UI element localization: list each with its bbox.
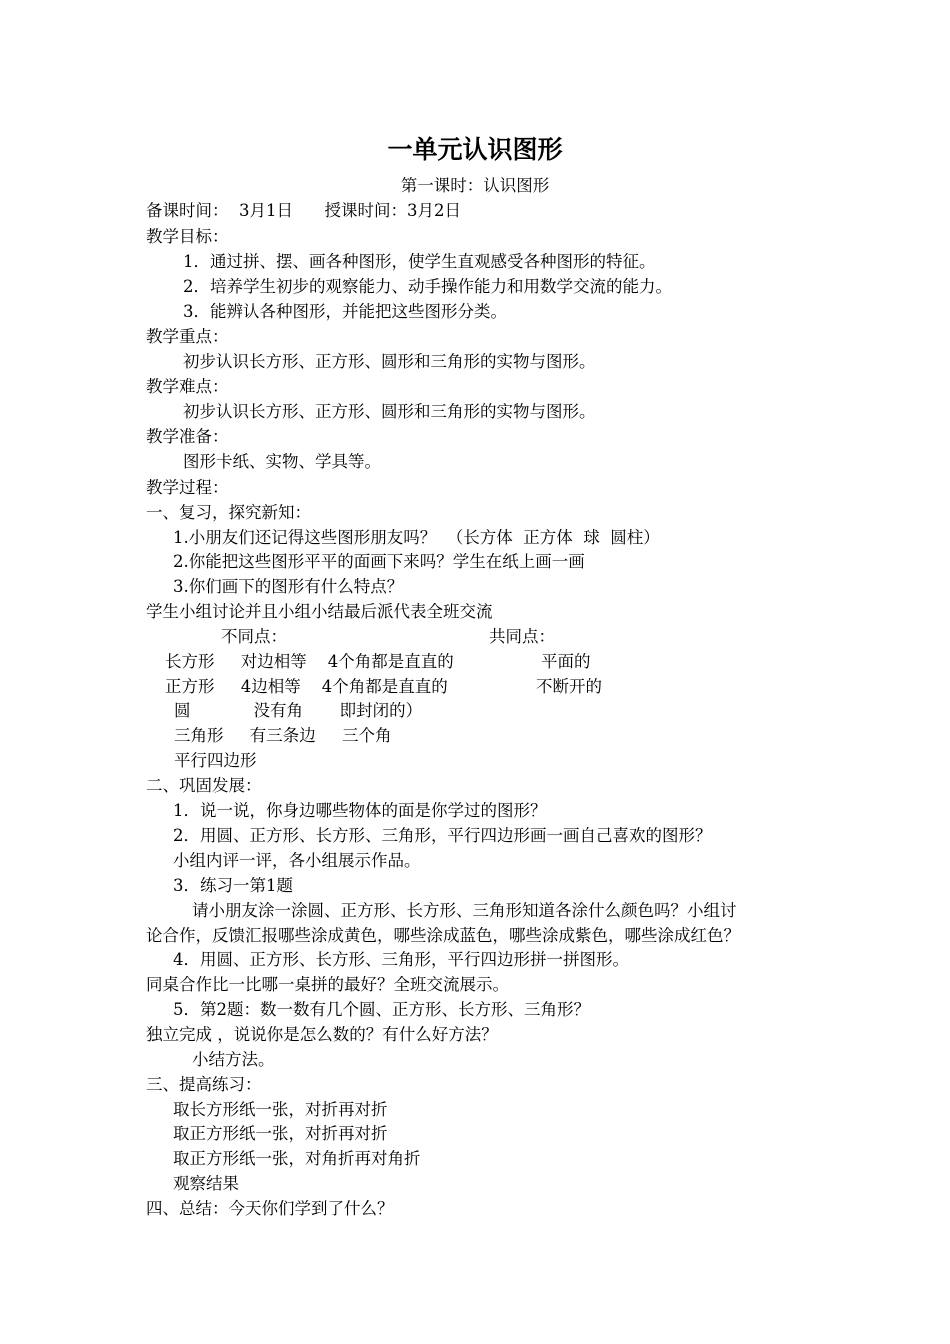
practice-item: 小组内评一评，各小组展示作品。 [173,851,421,870]
shape-row-common: 不断开的 [536,677,602,696]
schedule-line: 备课时间： 3月1日 授课时间：3月2日 [146,201,461,220]
objective-item: 3．能辨认各种图形，并能把这些图形分类。 [183,302,507,321]
exercise-item: 取正方形纸一张，对角折再对角折 [173,1149,421,1168]
shape-row: 平行四边形 [174,751,257,770]
part-heading: 一、复习，探究新知： [146,503,311,522]
objective-item: 2．培养学生初步的观察能力、动手操作能力和用数学交流的能力。 [183,277,672,296]
exercise-item: 取长方形纸一张，对折再对折 [173,1100,388,1119]
exercise-item: 观察结果 [173,1174,239,1193]
part-heading: 三、提高练习： [146,1075,262,1094]
section-heading-key-points: 教学重点： [146,327,229,346]
shape-row: 长方形 对边相等 4个角都是直直的 [165,652,454,671]
section-heading-objectives: 教学目标： [146,227,229,246]
process-text: 学生小组讨论并且小组小结最后派代表全班交流 [146,602,493,621]
practice-text: 请小朋友涂一涂圆、正方形、长方形、三角形知道各涂什么颜色吗？小组讨 [192,901,737,920]
preparation-text: 图形卡纸、实物、学具等。 [183,452,381,471]
part-heading: 二、巩固发展： [146,776,262,795]
section-heading-difficulties: 教学难点： [146,377,229,396]
difficulties-text: 初步认识长方形、正方形、圆形和三角形的实物与图形。 [183,402,596,421]
differences-label: 不同点： [221,627,287,646]
practice-text: 论合作，反馈汇报哪些涂成黄色，哪些涂成蓝色，哪些涂成紫色，哪些涂成红色？ [146,926,740,945]
practice-item: 1．说一说，你身边哪些物体的面是你学过的图形？ [173,801,547,820]
shape-row: 圆 没有角 即封闭的） [174,701,423,720]
part-heading: 四、总结：今天你们学到了什么？ [146,1199,394,1218]
practice-item: 5．第2题：数一数有几个圆、正方形、长方形、三角形？ [173,1000,590,1019]
section-heading-preparation: 教学准备： [146,427,229,446]
shape-row-common: 平面的 [541,652,591,671]
shape-row: 正方形 4边相等 4个角都是直直的 [165,677,448,696]
process-item: 1.小朋友们还记得这些图形朋友吗？ （长方体 正方体 球 圆柱） [173,528,660,547]
shape-row: 三角形 有三条边 三个角 [174,726,392,745]
lesson-subtitle: 第一课时：认识图形 [400,176,550,195]
exercise-item: 取正方形纸一张，对折再对折 [173,1124,388,1143]
similarities-label: 共同点： [489,627,555,646]
practice-item: 2．用圆、正方形、长方形、三角形，平行四边形画一画自己喜欢的图形？ [173,826,712,845]
practice-item: 4．用圆、正方形、长方形、三角形，平行四边形拼一拼图形。 [173,950,629,969]
practice-item: 3．练习一第1题 [173,876,293,895]
key-points-text: 初步认识长方形、正方形、圆形和三角形的实物与图形。 [183,352,596,371]
practice-text: 独立完成 ，说说你是怎么数的？有什么好方法？ [146,1025,498,1044]
objective-item: 1．通过拼、摆、画各种图形，使学生直观感受各种图形的特征。 [183,252,656,271]
process-item: 3.你们画下的图形有什么特点？ [173,577,404,596]
process-item: 2.你能把这些图形平平的面画下来吗？学生在纸上画一画 [173,552,585,571]
practice-text: 同桌合作比一比哪一桌拼的最好？全班交流展示。 [146,975,509,994]
section-heading-process: 教学过程： [146,478,229,497]
practice-text: 小结方法。 [192,1050,275,1069]
document-title: 一单元认识图形 [387,135,563,164]
